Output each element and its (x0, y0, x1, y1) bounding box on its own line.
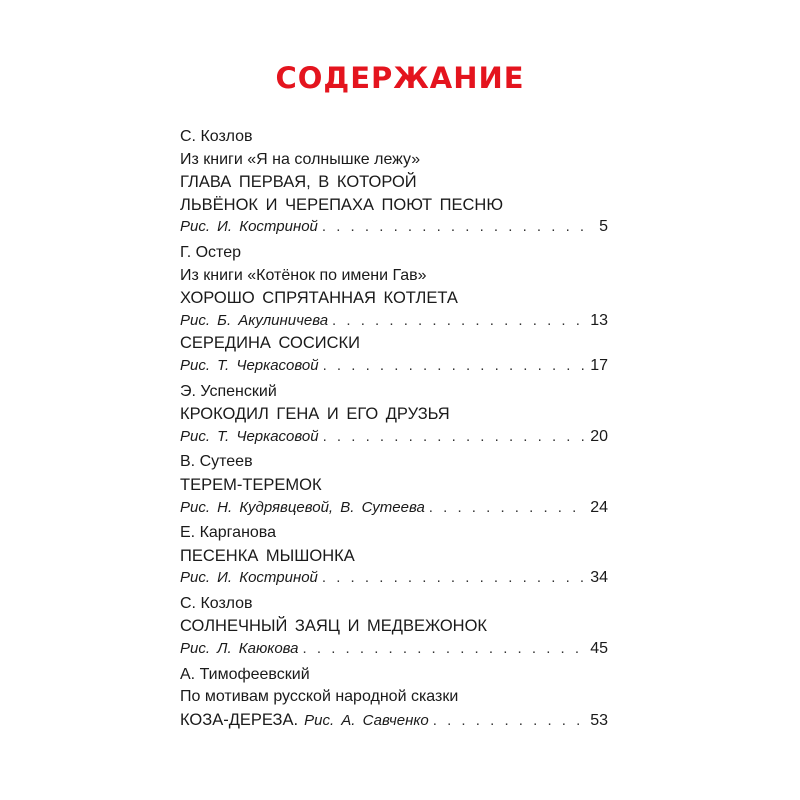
toc-illustrator-row (180, 497, 608, 520)
toc-illustrator: Рис. Б. Акулиничева (180, 311, 329, 329)
toc-illustrator-row (180, 567, 608, 590)
toc-story-title: СОЛНЕЧНЫЙ ЗАЯЦ И МЕДВЕЖОНОК (180, 617, 488, 636)
toc-page-number: 20 (590, 427, 608, 445)
toc-illustrator: Рис. Н. Кудрявцевой, В. Сутеева (180, 498, 425, 516)
toc-page-number: 53 (590, 711, 608, 729)
toc-page-number: 13 (590, 311, 608, 329)
toc-illustrator-row (180, 216, 608, 239)
dot-leader (429, 497, 586, 520)
toc-author: С. Козлов (180, 128, 253, 145)
toc-story-title: КРОКОДИЛ ГЕНА И ЕГО ДРУЗЬЯ (180, 405, 450, 424)
toc-page-number: 45 (590, 640, 608, 658)
toc-illustrator: Рис. Т. Черкасовой (180, 427, 319, 445)
dot-leader (332, 310, 586, 333)
dot-leader (322, 567, 586, 590)
dot-leader (322, 216, 595, 239)
toc-story-title: КОЗА-ДЕРЕЗА. (180, 710, 299, 729)
toc-illustrator-row (180, 709, 608, 732)
page-title: СОДЕРЖАНИЕ (275, 61, 525, 95)
toc-page-number: 24 (590, 498, 608, 516)
toc-story-title: СЕРЕДИНА СОСИСКИ (180, 334, 361, 353)
toc-illustrator-row (180, 426, 608, 449)
dot-leader (433, 710, 586, 733)
table-of-contents (180, 126, 608, 731)
toc-story-title: ЛЬВЁНОК И ЧЕРЕПАХА ПОЮТ ПЕСНЮ (180, 195, 504, 214)
dot-leader (303, 638, 587, 661)
toc-illustrator-row (180, 355, 608, 378)
dot-leader (323, 355, 587, 378)
toc-story-title: ПЕСЕНКА МЫШОНКА (180, 546, 355, 565)
toc-illustrator: Рис. Т. Черкасовой (180, 356, 319, 374)
toc-source: Из книги «Я на солнышке лежу» (180, 150, 421, 168)
toc-illustrator: Рис. И. Костриной (180, 218, 318, 236)
toc-illustrator: Рис. Л. Каюкова (180, 640, 299, 658)
toc-page-number: 5 (599, 218, 608, 236)
toc-author: С. Козлов (180, 594, 253, 612)
toc-story-title: ГЛАВА ПЕРВАЯ, В КОТОРОЙ (180, 173, 417, 192)
toc-author: В. Сутеев (180, 453, 253, 471)
toc-author: Г. Остер (180, 243, 241, 261)
toc-story-title: ХОРОШО СПРЯТАННАЯ КОТЛЕТА (180, 289, 458, 308)
toc-source: По мотивам русской народной сказки (180, 688, 459, 706)
toc-illustrator: Рис. И. Костриной (180, 569, 318, 587)
toc-author: А. Тимофеевский (180, 665, 310, 683)
toc-author: Е. Карганова (180, 524, 277, 542)
toc-page-number: 17 (590, 356, 608, 374)
toc-page-number: 34 (590, 569, 608, 587)
toc-illustrator: Рис. А. Савченко (304, 711, 429, 729)
toc-story-title: ТЕРЕМ-ТЕРЕМОК (180, 475, 322, 494)
toc-illustrator-row (180, 310, 608, 333)
toc-illustrator-row (180, 638, 608, 661)
toc-author: Э. Успенский (180, 382, 277, 400)
toc-source: Из книги «Котёнок по имени Гав» (180, 266, 427, 284)
dot-leader (323, 426, 587, 449)
